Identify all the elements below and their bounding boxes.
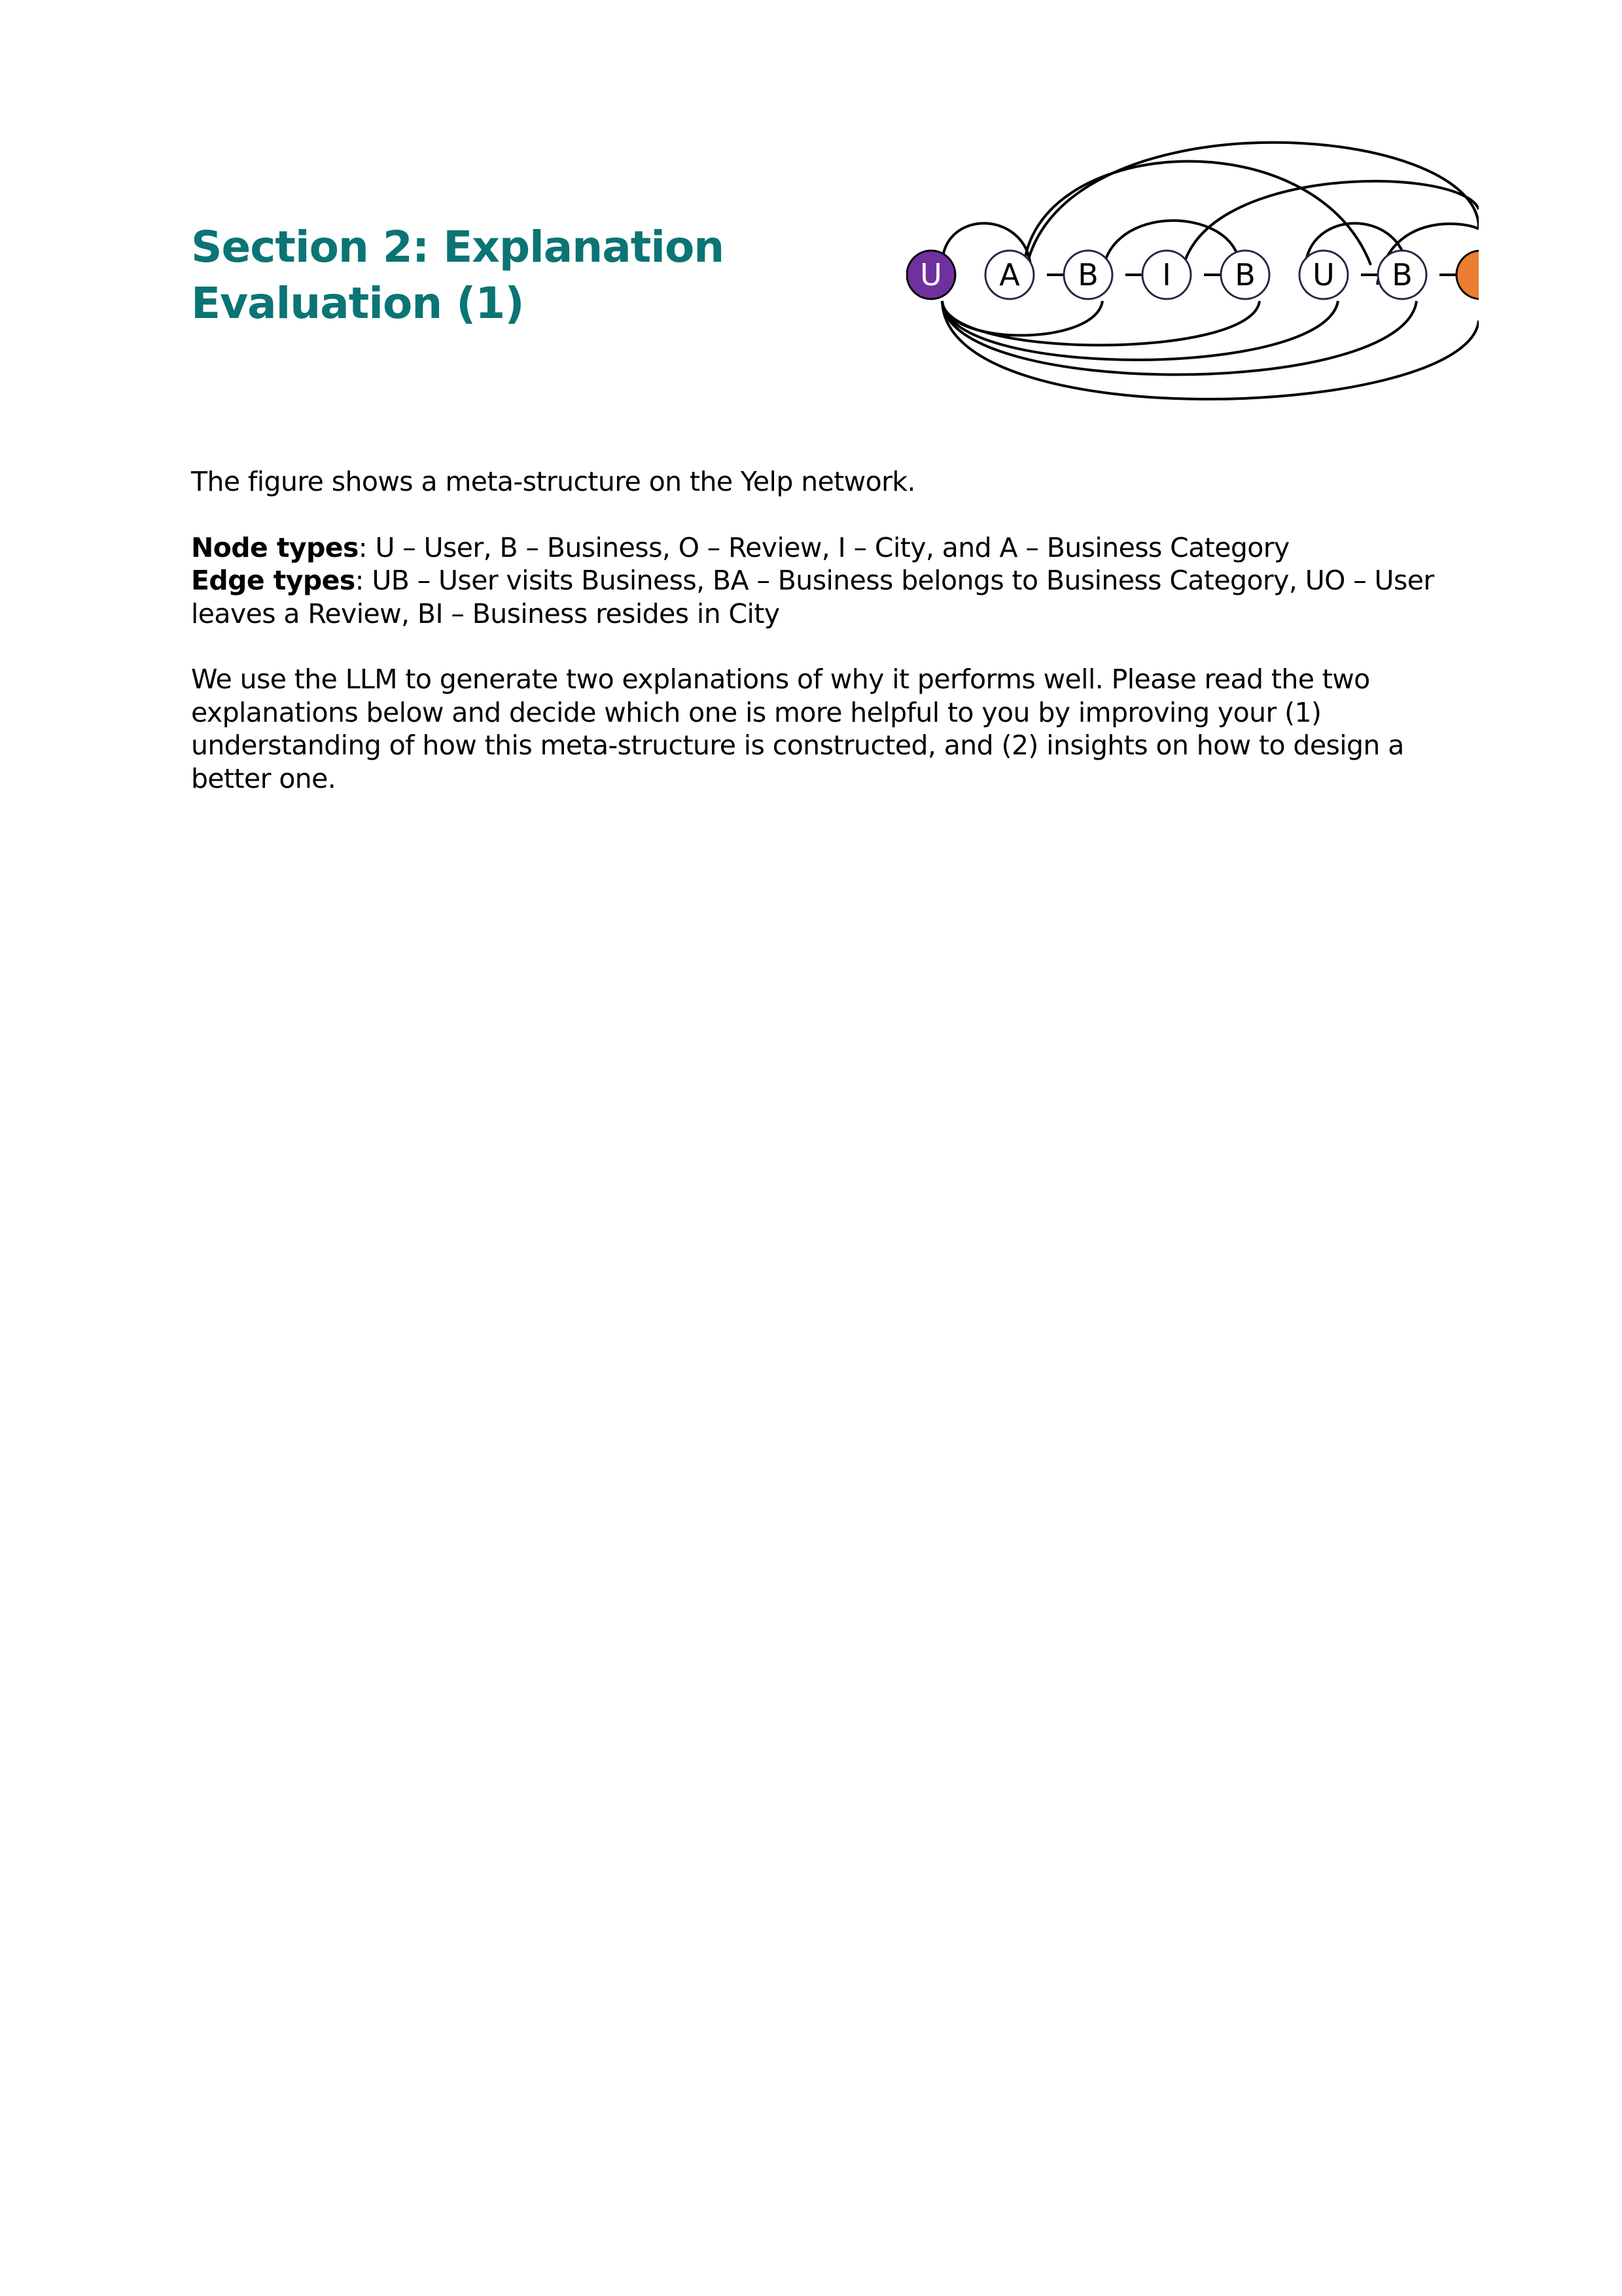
page-title — [191, 219, 724, 332]
diagram-node-1 — [907, 251, 955, 299]
diagram-node-8 — [1456, 251, 1479, 299]
diagram-node-label: B — [1392, 257, 1413, 292]
content-body — [191, 465, 1434, 795]
edge-types-text: : UB – User visits Business, BA – Business belongs to Business Category, UO – User leaves a Review, BI – Business resides in City — [191, 565, 1434, 629]
diagram-node-2 — [985, 251, 1034, 299]
node-types-text: : U – User, B – Business, O – Review, I – City, and A – Business Category — [358, 531, 1290, 563]
diagram-node-label: A — [999, 257, 1020, 292]
intro-paragraph: The figure shows a meta-structure on the Yelp network. — [191, 466, 915, 497]
diagram-node-7 — [1378, 251, 1426, 299]
edge-types-label: Edge types — [191, 565, 355, 596]
diagram-node-label: U — [920, 257, 942, 292]
diagram-node-label: B — [1235, 257, 1256, 292]
page-title-line-1: Section 2: Explanation — [191, 222, 724, 272]
diagram-node-label: U — [1313, 257, 1335, 292]
diagram-node-3 — [1064, 251, 1112, 299]
page-title-line-2: Evaluation (1) — [191, 278, 524, 328]
edge-types-line — [191, 564, 1434, 630]
diagram-node-5 — [1221, 251, 1269, 299]
meta-structure-diagram — [906, 124, 1479, 415]
node-types-line — [191, 531, 1434, 565]
diagram-node-label: B — [1078, 257, 1099, 292]
node-types-label: Node types — [191, 531, 359, 563]
diagram-node-label: I — [1162, 257, 1171, 292]
diagram-node-4 — [1142, 251, 1191, 299]
instructions-paragraph: We use the LLM to generate two explanations of why it performs well. Please read the two explanations below and decide which one is more helpful to you by improving your (1) understanding of how this meta-structure is constructed, and (2) insights on how to design a better one. — [191, 663, 1404, 794]
diagram-node-6 — [1299, 251, 1348, 299]
